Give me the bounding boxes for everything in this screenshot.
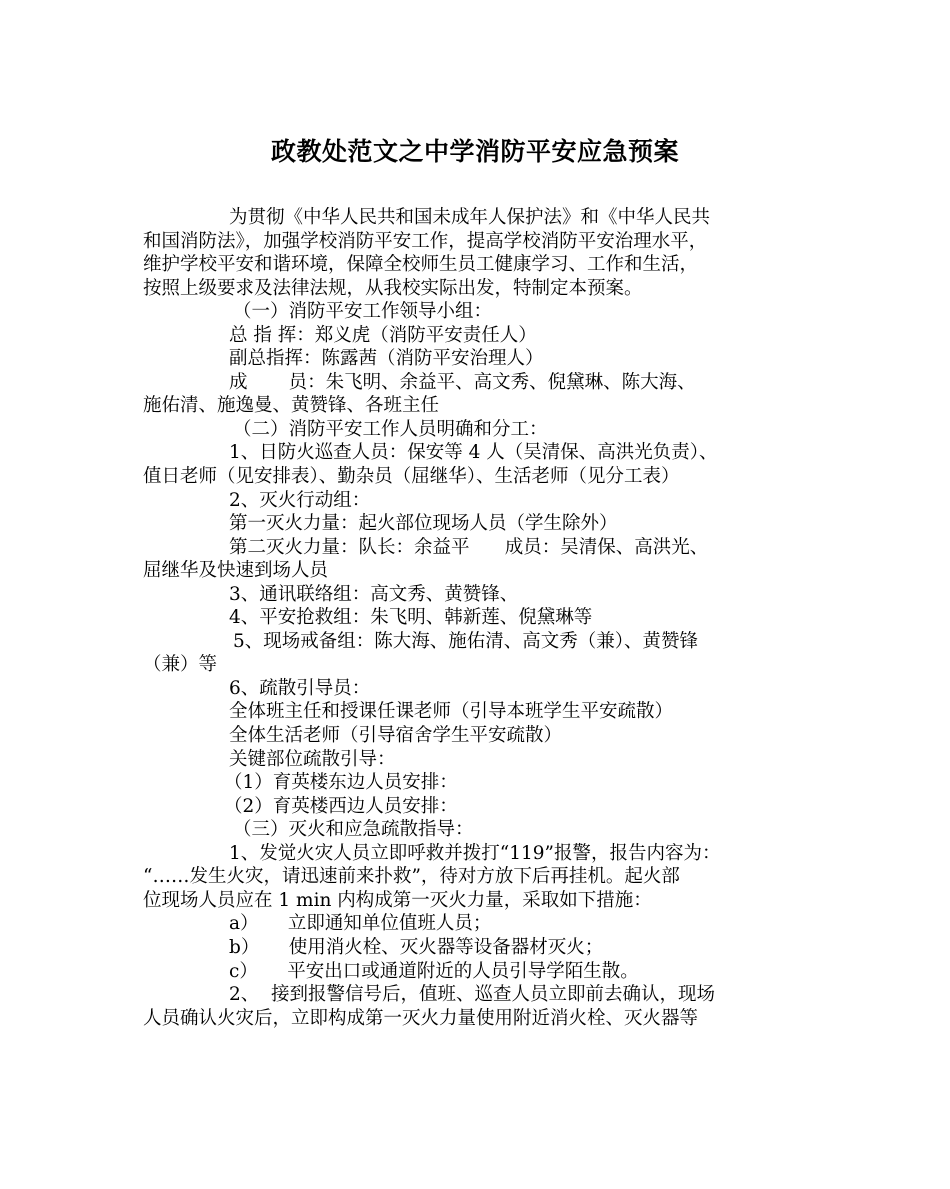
- paragraph-line: 值日老师（见安排表）、勤杂员（屈继华）、生活老师（见分工表）: [143, 466, 680, 488]
- paragraph-line: 副总指挥：陈露茜（消防平安治理人）: [229, 348, 544, 370]
- paragraph-line: 关键部位疏散引导：: [229, 748, 396, 770]
- paragraph-line: 2、 接到报警信号后，值班、巡查人员立即前去确认，现场: [229, 984, 716, 1006]
- paragraph-line: 2、灭火行动组：: [229, 489, 371, 511]
- paragraph-line: 第二灭火力量：队长：余益平 成员：吴清保、高洪光、: [229, 536, 709, 558]
- paragraph-line: 全体班主任和授课任课老师（引导本班学生平安疏散）: [229, 701, 674, 723]
- paragraph-line: 总 指 挥：郑义虎（消防平安责任人）: [229, 324, 537, 346]
- paragraph-line: 1、日防火巡查人员：保安等 4 人（吴清保、高洪光负责）、: [229, 442, 718, 464]
- list-item: b） 使用消火栓、灭火器等设备器材灭火；: [229, 936, 604, 958]
- paragraph-line: 成 员：朱飞明、余益平、高文秀、倪黛琳、陈大海、: [229, 371, 696, 393]
- document-body: [143, 206, 823, 1030]
- paragraph-line: （1）育英楼东边人员安排：: [224, 772, 458, 794]
- paragraph-line: 按照上级要求及法律法规，从我校实际出发，特制定本预案。: [143, 277, 643, 299]
- section-heading: （二）消防平安工作人员明确和分工：: [233, 418, 548, 440]
- list-item: c） 平安出口或通道附近的人员引导学陌生散。: [229, 960, 639, 982]
- paragraph-line: 人员确认火灾后，立即构成第一灭火力量使用附近消火栓、灭火器等: [143, 1007, 699, 1029]
- paragraph-line: 5、现场戒备组：陈大海、施佑清、高文秀（兼）、黄赞锋: [233, 630, 699, 652]
- paragraph-line: 为贯彻《中华人民共和国未成年人保护法》和《中华人民共: [229, 207, 711, 228]
- section-heading: （一）消防平安工作领导小组：: [233, 301, 493, 323]
- paragraph-line: 维护学校平安和谐环境，保障全校师生员工健康学习、工作和生活，: [143, 254, 699, 276]
- paragraph-line: 全体生活老师（引导宿舍学生平安疏散）: [229, 725, 563, 747]
- list-item: a） 立即通知单位值班人员；: [229, 913, 492, 935]
- paragraph-line: 1、发觉火灾人员立即呼救并拨打“119”报警，报告内容为：: [229, 842, 721, 864]
- paragraph-line: 位现场人员应在 1 min 内构成第一灭火力量，采取如下措施：: [143, 889, 652, 911]
- paragraph-line: （2）育英楼西边人员安排：: [224, 795, 458, 817]
- paragraph-line: （兼）等: [143, 654, 218, 676]
- paragraph-line: 3、通讯联络组：高文秀、黄赞锋、: [229, 583, 519, 605]
- paragraph-line: 施佑清、施逸曼、黄赞锋、各班主任: [143, 395, 440, 417]
- paragraph-line: 6、疏散引导员：: [229, 677, 371, 699]
- paragraph-line: 和国消防法》，加强学校消防平安工作，提高学校消防平安治理水平，: [143, 230, 708, 252]
- paragraph-line: “……发生火灾，请迅速前来扑救”，待对方放下后再挂机。起火部: [143, 866, 680, 888]
- paragraph-line: 4、平安抢救组：朱飞明、韩新莲、倪黛琳等: [229, 607, 593, 629]
- section-heading: （三）灭火和应急疏散指导：: [233, 819, 474, 841]
- paragraph-line: 第一灭火力量：起火部位现场人员（学生除外）: [229, 513, 618, 535]
- paragraph-line: 屈继华及快速到场人员: [143, 560, 329, 582]
- document-title: 政教处范文之中学消防平安应急预案: [270, 137, 679, 166]
